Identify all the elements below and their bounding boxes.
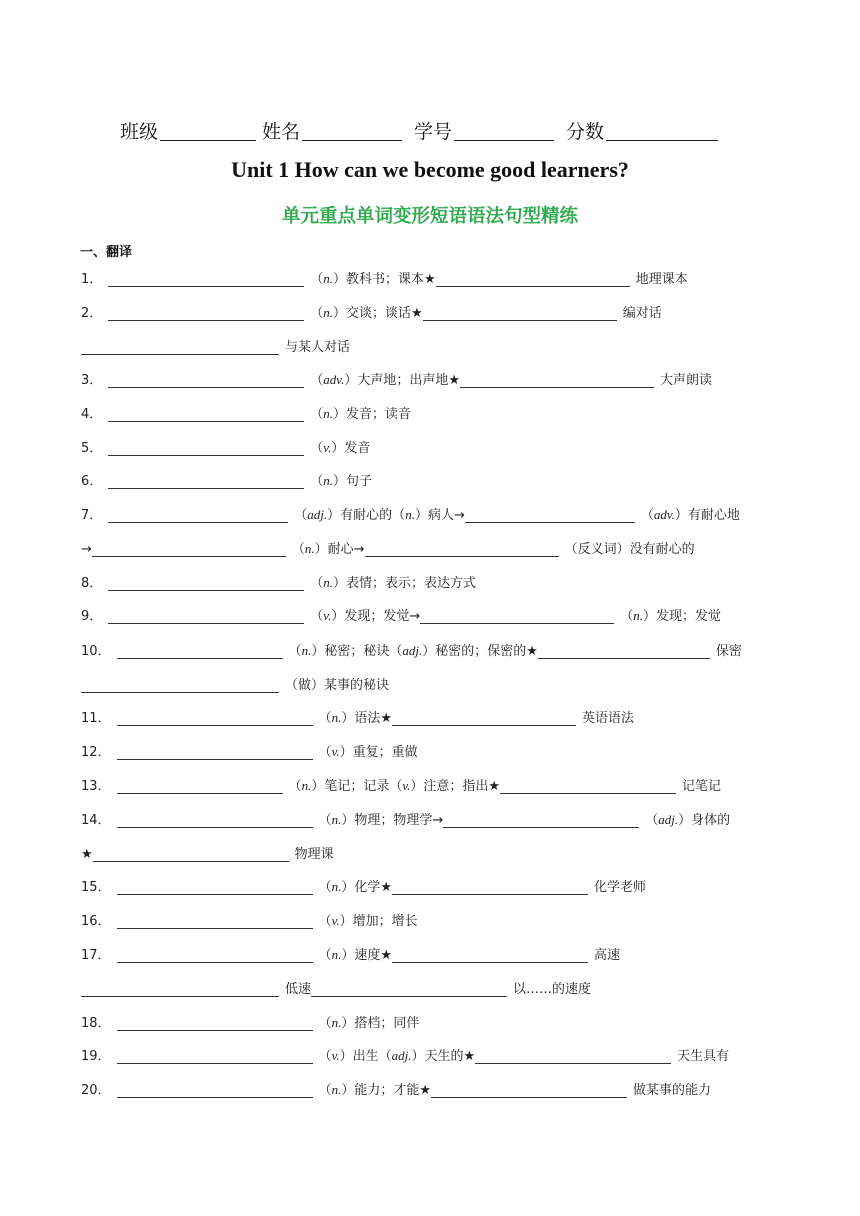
item-number: 1． [81, 272, 103, 287]
answer-blank[interactable] [108, 504, 288, 523]
item-number: 15． [81, 880, 111, 895]
item-number: 13． [81, 779, 111, 794]
answer-blank[interactable] [117, 809, 313, 828]
name-label: 姓名 [262, 121, 301, 143]
answer-blank[interactable] [465, 504, 635, 523]
item-12: 12． （ v. ）重复；重做 [81, 739, 418, 763]
answer-blank[interactable] [108, 403, 304, 422]
student-id-blank[interactable] [454, 118, 554, 141]
item-10: 10． （ n. ）秘密；秘诀（ adj. ）秘密的；保密的★ 保密 [81, 638, 742, 662]
item-9: 9． （ v. ）发现；发觉→ （ n. ）发现；发觉 [81, 603, 721, 627]
answer-blank[interactable] [93, 843, 289, 862]
item-16: 16． （ v. ）增加；增长 [81, 908, 418, 932]
item-number: 18． [81, 1016, 111, 1031]
answer-blank[interactable] [311, 978, 507, 997]
answer-blank[interactable] [423, 302, 617, 321]
score-label: 分数 [566, 121, 605, 143]
answer-blank[interactable] [92, 538, 286, 557]
answer-blank[interactable] [81, 336, 279, 355]
item-number: 10． [81, 644, 111, 659]
answer-blank[interactable] [392, 876, 588, 895]
answer-blank[interactable] [365, 538, 559, 557]
answer-blank[interactable] [117, 910, 313, 929]
item-number: 7． [81, 508, 103, 523]
item-number: 14． [81, 813, 111, 828]
item-number: 16． [81, 914, 111, 929]
item-17-continued: 低速 以……的速度 [81, 976, 591, 1000]
name-blank[interactable] [302, 118, 402, 141]
item-6: 6． （ n. ）句子 [81, 468, 372, 492]
item-14-continued: ★ 物理课 [81, 841, 334, 865]
answer-blank[interactable] [475, 1045, 671, 1064]
item-19: 19． （ v. ）出生（ adj. ）天生的★ 天生具有 [81, 1043, 729, 1067]
answer-blank[interactable] [392, 944, 588, 963]
item-4: 4． （ n. ）发音；读音 [81, 401, 411, 425]
answer-blank[interactable] [431, 1079, 627, 1098]
item-20: 20． （ n. ）能力；才能★ 做某事的能力 [81, 1077, 711, 1101]
item-number: 2． [81, 306, 103, 321]
answer-blank[interactable] [81, 978, 279, 997]
item-number: 6． [81, 474, 103, 489]
item-18: 18． （ n. ）搭档；同伴 [81, 1010, 419, 1034]
class-label: 班级 [120, 121, 159, 143]
answer-blank[interactable] [108, 302, 304, 321]
item-number: 11． [81, 711, 111, 726]
answer-blank[interactable] [443, 809, 639, 828]
item-number: 20． [81, 1083, 111, 1098]
answer-blank[interactable] [117, 1045, 313, 1064]
item-number: 19． [81, 1049, 111, 1064]
answer-blank[interactable] [117, 741, 313, 760]
student-info-line [120, 114, 724, 144]
item-10-continued: （做）某事的秘诀 [81, 672, 389, 696]
answer-blank[interactable] [108, 268, 304, 287]
answer-blank[interactable] [108, 605, 304, 624]
answer-blank[interactable] [538, 640, 710, 659]
answer-blank[interactable] [117, 775, 283, 794]
item-13: 13． （ n. ）笔记；记录（ v. ）注意；指出★ 记笔记 [81, 773, 721, 797]
item-2: 2． （ n. ）交谈；谈话★ 编对话 [81, 300, 662, 324]
answer-blank[interactable] [108, 369, 304, 388]
item-number: 4． [81, 407, 103, 422]
item-14: 14． （ n. ）物理；物理学→ （ adj. ）身体的 [81, 807, 730, 831]
item-3: 3． （ adv. ）大声地；出声地★ 大声朗读 [81, 367, 712, 391]
item-7-continued: → （ n. ）耐心→ （反义词）没有耐心的 [81, 536, 695, 560]
item-15: 15． （ n. ）化学★ 化学老师 [81, 874, 646, 898]
answer-blank[interactable] [117, 1079, 313, 1098]
answer-blank[interactable] [81, 674, 279, 693]
answer-blank[interactable] [108, 470, 304, 489]
item-17: 17． （ n. ）速度★ 高速 [81, 942, 620, 966]
student-id-label: 学号 [414, 121, 453, 143]
answer-blank[interactable] [108, 572, 304, 591]
answer-blank[interactable] [117, 944, 313, 963]
item-7: 7． （ adj. ）有耐心的（ n. ）病人→ （ adv. ）有耐心地 [81, 502, 740, 526]
answer-blank[interactable] [436, 268, 630, 287]
item-number: 8． [81, 576, 103, 591]
section-title: 一、翻译 [80, 245, 133, 260]
item-11: 11． （ n. ）语法★ 英语语法 [81, 705, 634, 729]
class-blank[interactable] [160, 118, 256, 141]
answer-blank[interactable] [117, 707, 313, 726]
item-1: 1． （ n. ）教科书；课本★ 地理课本 [81, 266, 688, 290]
answer-blank[interactable] [117, 640, 283, 659]
answer-blank[interactable] [392, 707, 576, 726]
item-number: 3． [81, 373, 103, 388]
item-5: 5． （ v. ）发音 [81, 435, 370, 459]
answer-blank[interactable] [500, 775, 676, 794]
answer-blank[interactable] [108, 437, 304, 456]
item-2-continued: 与某人对话 [81, 334, 350, 358]
answer-blank[interactable] [117, 876, 313, 895]
answer-blank[interactable] [460, 369, 654, 388]
answer-blank[interactable] [117, 1012, 313, 1031]
item-number: 5． [81, 441, 103, 456]
item-number: 9． [81, 609, 103, 624]
page-title: Unit 1 How can we become good learners? [231, 157, 629, 182]
answer-blank[interactable] [420, 605, 614, 624]
item-number: 17． [81, 948, 111, 963]
item-number: 12． [81, 745, 111, 760]
score-blank[interactable] [606, 118, 718, 141]
item-8: 8． （ n. ）表情；表示；表达方式 [81, 570, 476, 594]
page-subtitle: 单元重点单词变形短语语法句型精练 [281, 206, 578, 227]
